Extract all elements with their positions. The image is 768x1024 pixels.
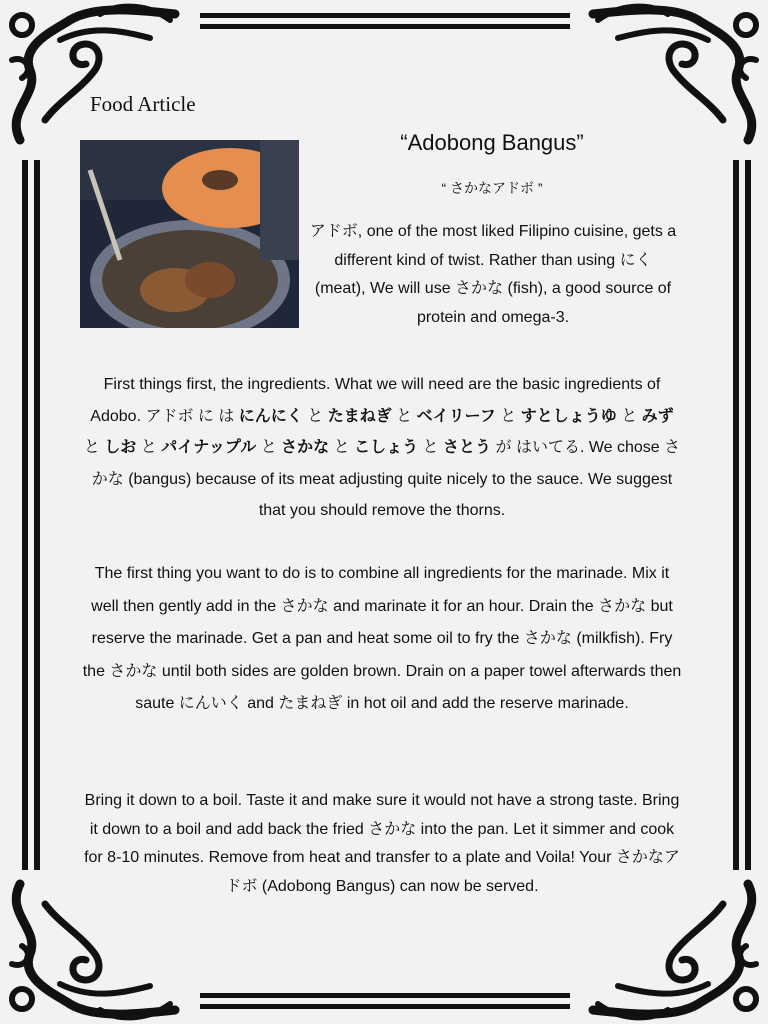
cooking-paragraph: Bring it down to a boil. Taste it and make sure it would not have a strong taste. Bring it down to a boil and add back the fried さかな into the pan. Let it simmer and cook for 8-10 minutes. Remove from heat and transfer to a plate and Voila! Your さかなアドボ (Adobong Bangus) can now be served.: [84, 792, 680, 895]
separator: と: [616, 407, 642, 425]
ingredient-water: みず: [641, 407, 674, 425]
ingredients-text-start: First things first, the ingredients. What we will need are the basic ingredients of Adobo. アドボ に は: [90, 376, 661, 425]
ingredient-salt: しお: [104, 439, 137, 456]
separator: と: [256, 439, 282, 456]
separator: と: [83, 439, 105, 456]
corner-ornament-bottom-right: [593, 884, 756, 1017]
ingredients-paragraph: [82, 369, 682, 527]
preparation-paragraph: The first thing you want to do is to combine all ingredients for the marinade. Mix it well then gently add in the さかな and marinate it for an hour. Drain the さかな but reserve the marinade. Get a pan and heat some oil to fry the さかな (milkfish). Fry the さかな until both sides are golden brown. Drain on a paper towel afterwards then saute にんいく and たまねぎ in hot oil and add the reserve marinade.: [82, 565, 682, 712]
ingredient-fish: さかな: [281, 439, 330, 456]
separator: が: [491, 439, 516, 456]
separator: と: [391, 407, 417, 425]
article-title: “Adobong Bangus”: [400, 130, 584, 155]
ingredient-pepper: こしょう: [354, 439, 419, 456]
intro-paragraph: アドボ, one of the most liked Filipino cuisine, gets a different kind of twist. Rather than using にく (meat), We will use さかな (fish), a good source of protein and omega-3.: [309, 223, 677, 326]
article-subtitle: “ さかなアドボ ”: [441, 180, 543, 196]
ingredient-pineapple: パイナップル: [161, 439, 257, 456]
ingredient-bay-leaf: ベイリーフ: [416, 407, 496, 425]
ingredients-text-end: はいてる. We chose さかな (bangus) because of its meat adjusting quite nicely to the sauce. We suggest that you should remove the thorns.: [91, 439, 681, 519]
separator: と: [495, 407, 521, 425]
separator: と: [418, 439, 444, 456]
corner-ornament-top-left: [12, 7, 175, 140]
ingredient-onion: たまねぎ: [327, 407, 392, 425]
separator: と: [136, 439, 162, 456]
corner-ornament-top-right: [593, 7, 756, 140]
separator: と: [329, 439, 355, 456]
corner-ornament-bottom-left: [12, 884, 175, 1017]
dish-photo: [80, 140, 299, 328]
ingredient-vinegar-soy: すとしょうゆ: [520, 407, 617, 425]
separator: と: [302, 407, 328, 425]
ingredient-sugar: さとう: [443, 439, 492, 456]
section-label: Food Article: [90, 92, 196, 116]
ingredient-garlic: にんにく: [238, 407, 303, 425]
